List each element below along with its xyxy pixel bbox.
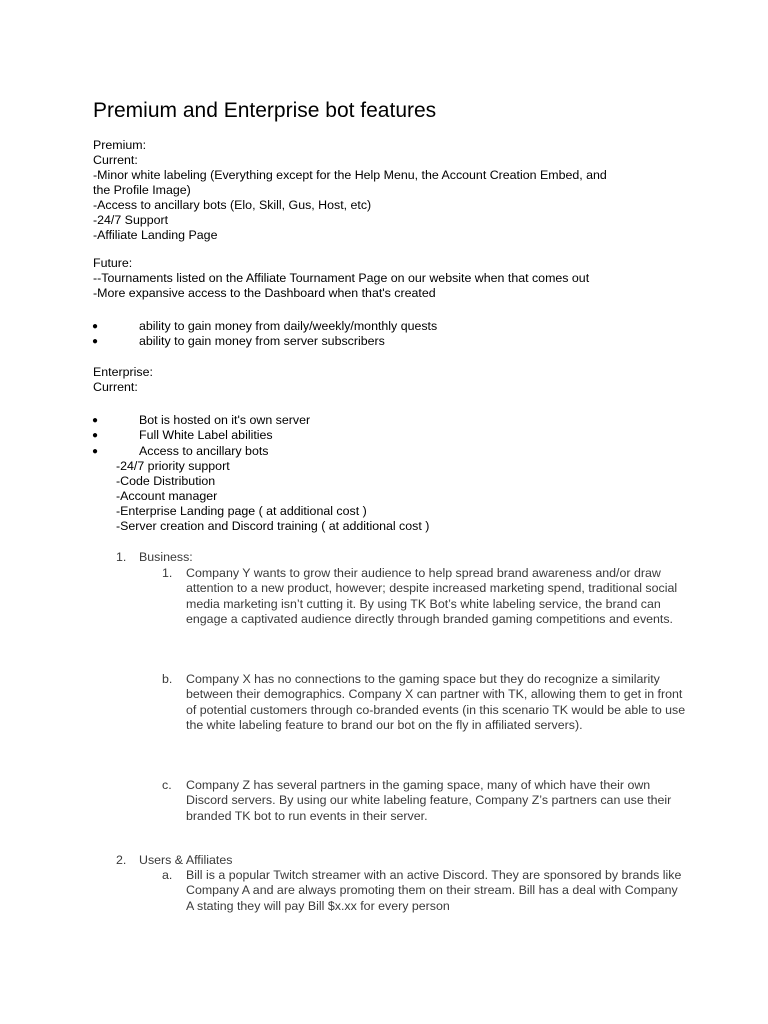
enterprise-bullet: Bot is hosted on it's own server <box>139 413 311 427</box>
premium-heading: Premium: <box>93 138 147 152</box>
enterprise-bullet: Access to ancillary bots <box>139 444 269 458</box>
premium-future-label: Future: <box>93 256 133 270</box>
enterprise-feature-line: -Server creation and Discord training ( at additional cost ) <box>116 519 430 533</box>
list-number: 2. <box>116 853 127 867</box>
users-affiliates-heading: Users & Affiliates <box>139 853 233 867</box>
premium-current-line: -Minor white labeling (Everything except for the Help Menu, the Account Creation Embed, and <box>93 168 607 182</box>
bullet-icon: ● <box>92 430 99 441</box>
premium-current-line: -Affiliate Landing Page <box>93 228 218 242</box>
enterprise-feature-line: -Enterprise Landing page ( at additional cost ) <box>116 504 367 518</box>
premium-current-line: -Access to ancillary bots (Elo, Skill, Gus, Host, etc) <box>93 198 372 212</box>
bullet-icon: ● <box>92 321 99 332</box>
list-number: 1. <box>116 550 127 564</box>
enterprise-heading: Enterprise: <box>93 365 153 379</box>
enterprise-bullet: Full White Label abilities <box>139 428 273 442</box>
list-marker: a. <box>162 868 173 882</box>
business-use-case-paragraph: Company Z has several partners in the gaming space, many of which have their own Discord servers. By using our white labeling feature, Company Z’s partners can use their branded TK bot to run events in their server. <box>186 778 672 823</box>
premium-future-line: -More expansive access to the Dashboard when that's created <box>93 286 436 300</box>
list-marker: c. <box>162 778 172 792</box>
enterprise-feature-line: -Account manager <box>116 489 218 503</box>
users-use-case-paragraph: Bill is a popular Twitch streamer with an active Discord. They are sponsored by brands like Company A and are always promoting them on their stream. Bill has a deal with Company A stating they will pay Bill $x.xx for every person <box>186 868 682 913</box>
business-use-case-paragraph: Company X has no connections to the gaming space but they do recognize a similarity between their demographics. Company X can partner with TK, allowing them to get in front of potential customers through co-branded events (in this scenario TK would be able to use the white labeling feature to brand our bot on the fly in affiliated servers). <box>186 672 686 732</box>
enterprise-feature-line: -24/7 priority support <box>116 459 230 473</box>
business-use-case-paragraph: Company Y wants to grow their audience to help spread brand awareness and/or draw attention to a new product, however; despite increased marketing spend, traditional social media marketing isn’t cutting it. By using TK Bot’s white labeling service, the brand can engage a captivated audience directly through branded gaming competitions and events. <box>186 566 678 626</box>
bullet-icon: ● <box>92 415 99 426</box>
premium-future-bullet: ability to gain money from daily/weekly/monthly quests <box>139 319 438 333</box>
premium-current-label: Current: <box>93 153 138 167</box>
list-marker: 1. <box>162 566 173 580</box>
enterprise-feature-line: -Code Distribution <box>116 474 216 488</box>
premium-current-line: the Profile Image) <box>93 183 191 197</box>
list-marker: b. <box>162 672 173 686</box>
bullet-icon: ● <box>92 336 99 347</box>
bullet-icon: ● <box>92 446 99 457</box>
page-title: Premium and Enterprise bot features <box>93 99 437 122</box>
premium-future-bullet: ability to gain money from server subscribers <box>139 334 385 348</box>
premium-future-line: --Tournaments listed on the Affiliate Tournament Page on our website when that comes out <box>93 271 590 285</box>
premium-current-line: -24/7 Support <box>93 213 169 227</box>
business-heading: Business: <box>139 550 193 564</box>
enterprise-current-label: Current: <box>93 380 138 394</box>
